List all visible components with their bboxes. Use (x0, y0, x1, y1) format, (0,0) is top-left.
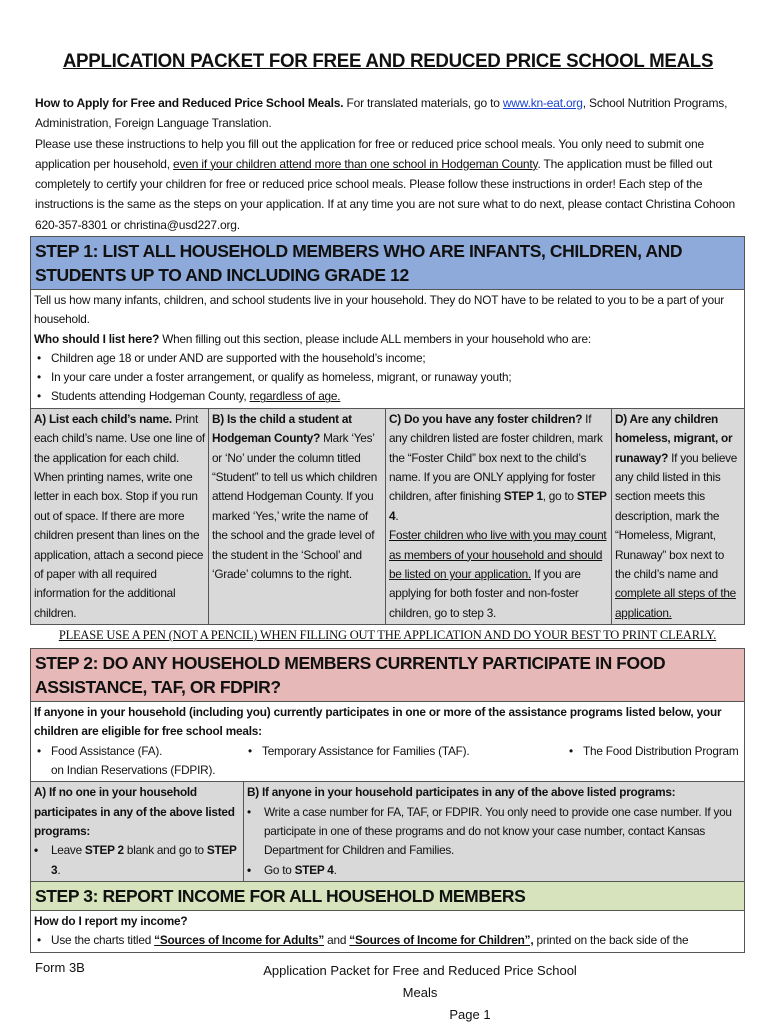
col-a-text: Print each child’s name. Use one line of the application for each child. When printing names, write one letter in each box. Stop if you run out of space. If there are more children present than lines on the application, attach a second piece of paper with all required information for the additional children. (34, 411, 205, 620)
form-number: Form 3B (35, 960, 85, 975)
bullet-text: Write a case number for FA, TAF, or FDPIR. You only need to provide one case number. If you participate in one of these programs and do not know your case number, contact Kansas Department for Children and Families. (264, 804, 732, 858)
step3-question: How do I report my income? (34, 914, 188, 928)
bullet-text: Children age 18 or under AND are supported with the household’s income; (51, 350, 426, 365)
bullet-text: and (324, 933, 350, 948)
footer-center (250, 960, 590, 1026)
list-item: • Leave STEP 2 blank and go to STEP 3. (34, 843, 237, 877)
step1-header: STEP 1: LIST ALL HOUSEHOLD MEMBERS WHO ARE INFANTS, CHILDREN, AND STUDENTS UP TO AND INCLUDING GRADE 12 (31, 237, 744, 290)
bullet-underlined: regardless of age. (249, 389, 341, 404)
col-c-text: . (395, 508, 399, 523)
bullet-text: printed on the back side of the (533, 933, 689, 948)
bullet-text: . (333, 862, 337, 877)
step2-ref: STEP 2 (84, 843, 124, 858)
who-text: When filling out this section, please include ALL members in your household who are: (159, 331, 591, 346)
col-c-underlined: Foster children who live with you may count as members of your household and should be listed on your application. (389, 528, 607, 582)
program-list (34, 742, 741, 761)
step3-section (30, 881, 745, 953)
list-item: • Children age 18 or under AND are supported with the household’s income; (37, 350, 426, 365)
col-d-text: If you believe any child listed in this section meets this description, mark the “Homeless, Migrant, Runaway” box next to the child’s name and (615, 450, 738, 582)
step2-section (30, 648, 745, 882)
step1-col-b (209, 409, 386, 624)
step2-col-b (244, 782, 744, 881)
page-number: Page 1 (449, 1007, 491, 1022)
step1-line1: Tell us how many infants, children, and school students live in your household. They do NOT have to be related to you to be a part of your household. (34, 293, 725, 327)
intro-lead: How to Apply for Free and Reduced Price School Meals. (35, 96, 344, 110)
col-a-title: A) List each child’s name. (34, 411, 172, 426)
intro-instructions: Please use these instructions to help you fill out the application for free or reduced price school meals. You only need to submit one application per household, (35, 136, 704, 171)
step1-body (31, 290, 744, 408)
intro-instructions-cont: . The application must be filled out completely to certify your children for free or reduced price school meals. Please follow these instructions in order! Each step of the instructions is the same as the steps on your application. If at any time you are not sure what to do next, please contact Christina Cohoon 620-357-8301 or christina@usd227.org. (35, 156, 735, 232)
list-item: • Temporary Assistance for Families (TAF). (248, 743, 470, 758)
sources-children: “Sources of Income for Children”, (349, 933, 534, 948)
step1-section (30, 236, 745, 625)
list-item: • In your care under a foster arrangement, or qualify as homeless, migrant, or runaway youth; (37, 370, 512, 385)
col-c-text: If any children listed are foster children, mark the “Foster Child” box next to the child’s name. If you are ONLY applying for foster children, after finishing (389, 411, 603, 504)
col-c-step1: STEP 1 (503, 489, 543, 504)
col-c-text: If you are applying for both foster and non-foster children, go to step 3. (389, 567, 581, 620)
bullet-text: Leave (51, 843, 85, 858)
who-label: Who should I list here? (34, 331, 160, 346)
col-b-text: Mark ‘Yes’ or ‘No’ under the column titled “Student” to tell us which children attend Hodgeman County. If you marked ‘Yes,’ write the name of the school and the grade level of the student in the ‘School’ and ‘Grade’ columns to the right. (212, 431, 378, 582)
bullet-text: Use the charts titled (51, 933, 155, 948)
step3-ref: STEP 3 (51, 843, 237, 877)
step3-header: STEP 3: REPORT INCOME FOR ALL HOUSEHOLD MEMBERS (31, 882, 744, 911)
step1-who (34, 330, 741, 349)
bullet-text: Go to (264, 862, 295, 877)
col-c-step4: STEP 4 (389, 489, 607, 523)
step2-body (31, 702, 744, 781)
page-title: APPLICATION PACKET FOR FREE AND REDUCED PRICE SCHOOL MEALS (62, 50, 714, 72)
step1-columns (31, 408, 744, 624)
step4-ref: STEP 4 (294, 862, 334, 877)
step1-col-c (386, 409, 612, 624)
list-item: • Food Assistance (FA). (37, 743, 163, 758)
step2-col-a (31, 782, 244, 881)
program-text: Temporary Assistance for Families (TAF). (262, 743, 470, 758)
step1-col-a (31, 409, 209, 624)
bullet-text: Students attending Hodgeman County, (51, 389, 250, 404)
footer-title: Application Packet for Free and Reduced Price School Meals (263, 963, 577, 1000)
intro-underlined: even if your children attend more than one school in Hodgeman County (173, 156, 538, 171)
step1-col-d (612, 409, 744, 624)
col-d-title: D) Are any children homeless, migrant, or runaway? (615, 411, 733, 465)
program-text: Food Assistance (FA). (51, 743, 163, 758)
step3-body (31, 911, 744, 952)
kn-eat-link[interactable]: www.kn-eat.org (502, 96, 583, 110)
col-a-title: A) If no one in your household participates in any of the above listed programs: (34, 785, 235, 838)
bullet-text: blank and go to (123, 843, 207, 858)
list-item: • Students attending Hodgeman County, regardless of age. (37, 389, 341, 404)
bullet-text: . (57, 862, 61, 877)
step2-columns (31, 781, 744, 881)
sources-adults: “Sources of Income for Adults” (154, 933, 325, 948)
step2-intro: If anyone in your household (including you) currently participates in one or more of the assistance programs listed below, your children are eligible for free school meals: (34, 705, 722, 739)
col-b-title: B) If anyone in your household participates in any of the above listed programs: (247, 785, 676, 800)
intro-text: For translated materials, go to (343, 96, 503, 110)
list-item: • Use the charts titled “Sources of Income for Adults” and “Sources of Income for Children”, printed on the back side of the (37, 933, 689, 948)
intro-paragraph (35, 93, 745, 235)
col-d-underlined: complete all steps of the application. (615, 586, 736, 620)
program-text: The Food Distribution Program (583, 743, 739, 758)
pen-note: PLEASE USE A PEN (NOT A PENCIL) WHEN FILLING OUT THE APPLICATION AND DO YOUR BEST TO PRINT CLEARLY. (58, 628, 717, 642)
list-item: • Go to STEP 4. (247, 862, 337, 877)
intro-text-tail: , School Nutrition Programs, Administration, Foreign Language Translation. (35, 96, 728, 131)
col-b-title: B) Is the child a student at Hodgeman County? (212, 411, 352, 446)
step2-header: STEP 2: DO ANY HOUSEHOLD MEMBERS CURRENTLY PARTICIPATE IN FOOD ASSISTANCE, TAF, OR FDPIR? (31, 649, 744, 702)
program-cont: on Indian Reservations (FDPIR). (51, 762, 216, 777)
list-item: • Write a case number for FA, TAF, or FDPIR. You only need to provide one case number. If you participate in one of these programs and do not know your case number, contact Kansas Department for Children and Families. (247, 803, 741, 861)
list-item: • The Food Distribution Program (569, 743, 739, 758)
col-c-text: , go to (542, 489, 577, 504)
col-c-title: C) Do you have any foster children? (389, 411, 583, 426)
bullet-text: In your care under a foster arrangement, or qualify as homeless, migrant, or runaway youth; (51, 370, 512, 385)
